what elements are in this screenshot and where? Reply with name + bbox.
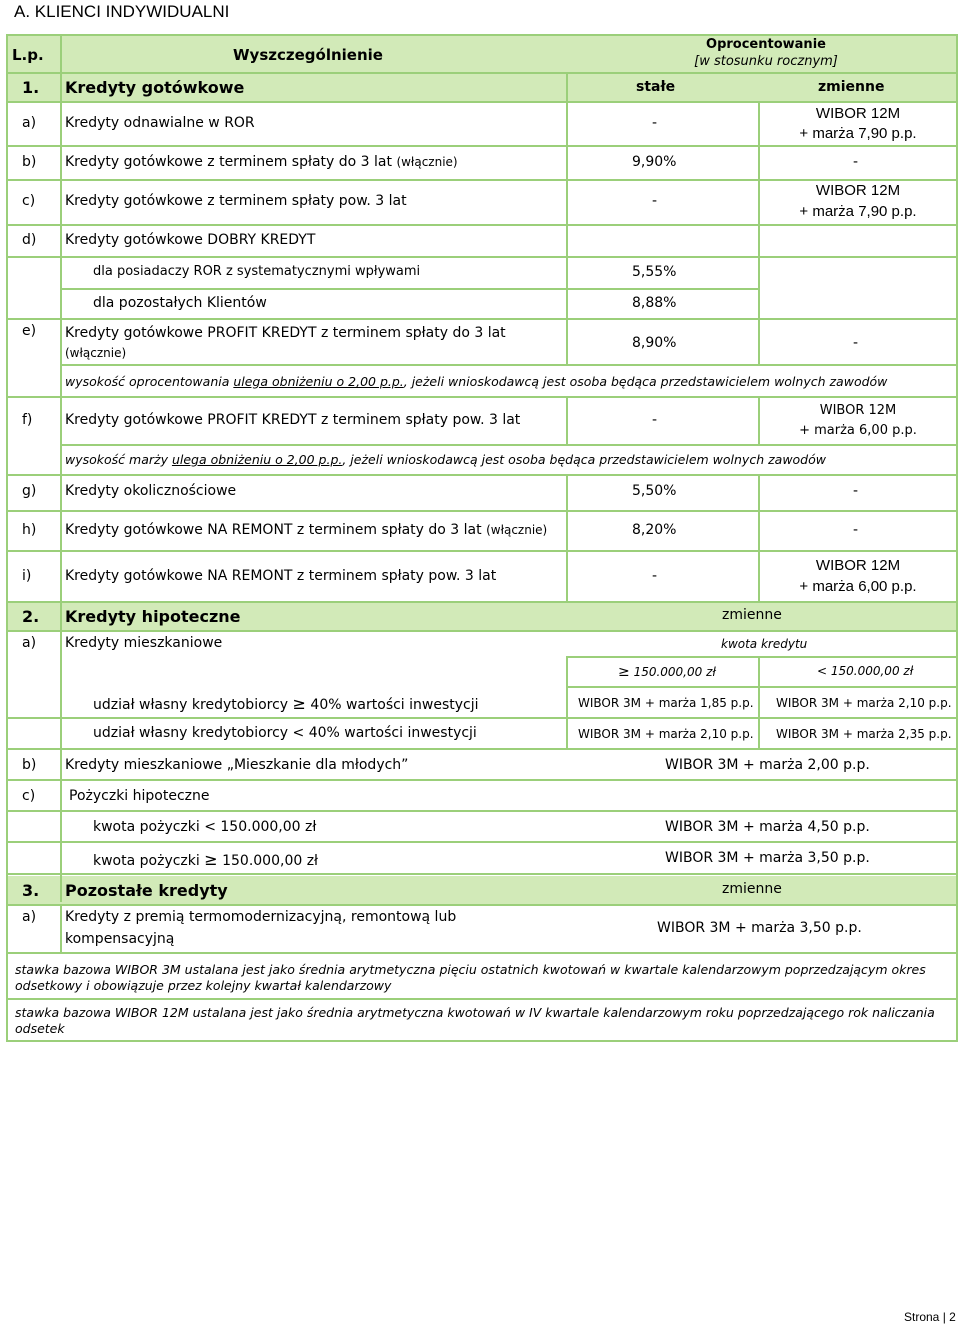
section-2-variable: zmienne: [722, 607, 782, 623]
s2-a-label: a): [22, 635, 37, 651]
s2-a-row-2-v2: WIBOR 3M + marża 2,35 p.p.: [776, 727, 952, 741]
row-b-fixed: 9,90%: [632, 154, 677, 170]
note-wibor-3m: stawka bazowa WIBOR 3M ustalana jest jako średnia arytmetyczna pięciu ostatnich kwotowań w kwartale kalendarzowym poprzedzającym okres odsetkowy i obowiązuje przez kolejny kwartał kalendarzowy: [15, 962, 926, 993]
row-i-var-2: + marża 6,00 p.p.: [799, 578, 917, 595]
row-e-remark: wysokość oprocentowania ulega obniżeniu o 2,00 p.p., jeżeli wnioskodawcą jest osoba będąca przedstawicielem wolnych zawodów: [65, 374, 888, 389]
row-e-note: (włącznie): [65, 346, 127, 360]
s2-b-label: b): [22, 757, 37, 773]
s2-c-row-1-var: WIBOR 3M + marża 4,50 p.p.: [665, 819, 870, 835]
col-variable: zmienne: [818, 79, 885, 95]
row-i-desc: Kredyty gotówkowe NA REMONT z terminem spłaty pow. 3 lat: [65, 568, 497, 584]
row-b-desc: Kredyty gotówkowe z terminem spłaty do 3 lat (włącznie): [65, 154, 458, 170]
s2-a-desc: Kredyty mieszkaniowe: [65, 635, 223, 651]
s3-a-label: a): [22, 909, 37, 925]
row-e-var: -: [853, 335, 859, 351]
row-g-fixed: 5,50%: [632, 483, 677, 499]
row-h-label: h): [22, 522, 37, 538]
page-footer: Strona | 2: [904, 1310, 956, 1324]
row-f-remark: wysokość marży ulega obniżeniu o 2,00 p.p., jeżeli wnioskodawcą jest osoba będąca przedstawicielem wolnych zawodów: [65, 452, 826, 467]
row-i-var-1: WIBOR 12M: [815, 557, 901, 574]
s2-amount-header: kwota kredytu: [721, 637, 808, 651]
header-lp: L.p.: [12, 46, 44, 64]
row-d-label: d): [22, 232, 37, 248]
s2-a-row-1-v2: WIBOR 3M + marża 2,10 p.p.: [776, 696, 952, 710]
s2-b-desc: Kredyty mieszkaniowe „Mieszkanie dla młodych”: [65, 757, 409, 773]
row-f-desc: Kredyty gotówkowe PROFIT KREDYT z terminem spłaty pow. 3 lat: [65, 412, 521, 428]
row-d-sub-1: dla posiadaczy ROR z systematycznymi wpływami: [93, 264, 421, 279]
row-f-label: f): [22, 412, 33, 428]
row-g-desc: Kredyty okolicznościowe: [65, 483, 237, 499]
row-i-label: i): [22, 568, 32, 584]
section-2-title: Kredyty hipoteczne: [65, 607, 241, 626]
s2-col-2: < 150.000,00 zł: [817, 664, 914, 678]
row-f-var-2: + marża 6,00 p.p.: [799, 423, 917, 438]
row-f-fixed: -: [652, 412, 658, 428]
header-description: Wyszczególnienie: [233, 46, 383, 64]
row-a-desc: Kredyty odnawialne w ROR: [65, 115, 255, 131]
s2-a-row-2-v1: WIBOR 3M + marża 2,10 p.p.: [578, 727, 754, 741]
section-1-number: 1.: [22, 78, 40, 97]
s2-a-row-1: udział własny kredytobiorcy ≥ 40% wartości inwestycji: [93, 694, 479, 713]
s3-a-var: WIBOR 3M + marża 3,50 p.p.: [657, 920, 862, 936]
row-e-desc: Kredyty gotówkowe PROFIT KREDYT z terminem spłaty do 3 lat: [65, 325, 506, 341]
section-3-variable: zmienne: [722, 881, 782, 897]
s2-c-row-1: kwota pożyczki < 150.000,00 zł: [93, 819, 317, 835]
row-d-sub-1-value: 5,55%: [632, 264, 677, 280]
s2-a-row-1-v1: WIBOR 3M + marża 1,85 p.p.: [578, 696, 754, 710]
row-a-fixed: -: [652, 115, 658, 131]
s2-c-row-2: kwota pożyczki ≥ 150.000,00 zł: [93, 850, 319, 869]
row-b-var: -: [853, 154, 859, 170]
s2-c-label: c): [22, 788, 36, 804]
row-c-var-1: WIBOR 12M: [815, 182, 901, 199]
row-h-var: -: [853, 522, 859, 538]
s2-col-1: ≥ 150.000,00 zł: [618, 664, 716, 680]
row-c-fixed: -: [652, 193, 658, 209]
row-e-label: e): [22, 323, 37, 339]
note-wibor-12m: stawka bazowa WIBOR 12M ustalana jest jako średnia arytmetyczna kwotowań w IV kwartale kalendarzowym roku poprzedzającego rok naliczania odsetek: [15, 1005, 935, 1036]
s2-a-row-2: udział własny kredytobiorcy < 40% wartości inwestycji: [93, 725, 477, 741]
row-g-var: -: [853, 483, 859, 499]
section-3-title: Pozostałe kredyty: [65, 881, 228, 900]
row-a-var-2: + marża 7,90 p.p.: [799, 125, 917, 142]
row-d-sub-2-value: 8,88%: [632, 295, 677, 311]
s3-a-desc-1: Kredyty z premią termomodernizacyjną, remontową lub: [65, 909, 457, 925]
section-3-number: 3.: [22, 881, 40, 900]
s2-c-row-2-var: WIBOR 3M + marża 3,50 p.p.: [665, 850, 870, 866]
row-g-label: g): [22, 483, 37, 499]
row-f-var-1: WIBOR 12M: [819, 403, 897, 418]
row-h-fixed: 8,20%: [632, 522, 677, 538]
header-rate-note: [w stosunku rocznym]: [694, 54, 838, 69]
row-c-var-2: + marża 7,90 p.p.: [799, 203, 917, 220]
row-c-desc: Kredyty gotówkowe z terminem spłaty pow. 3 lat: [65, 193, 407, 209]
row-c-label: c): [22, 193, 36, 209]
col-fixed: stałe: [636, 79, 676, 95]
section-1-title: Kredyty gotówkowe: [65, 78, 245, 97]
row-b-label: b): [22, 154, 37, 170]
s2-b-var: WIBOR 3M + marża 2,00 p.p.: [665, 757, 870, 773]
row-h-desc: Kredyty gotówkowe NA REMONT z terminem spłaty do 3 lat (włącznie): [65, 522, 548, 538]
row-d-sub-2: dla pozostałych Klientów: [93, 295, 267, 311]
header-rate: Oprocentowanie: [706, 37, 826, 52]
row-a-var-1: WIBOR 12M: [815, 105, 901, 122]
s2-c-desc: Pożyczki hipoteczne: [69, 788, 210, 804]
row-i-fixed: -: [652, 568, 658, 584]
row-e-fixed: 8,90%: [632, 335, 677, 351]
page-title: A. KLIENCI INDYWIDUALNI: [14, 2, 230, 21]
row-d-desc: Kredyty gotówkowe DOBRY KREDYT: [65, 232, 316, 248]
section-2-number: 2.: [22, 607, 40, 626]
s3-a-desc-2: kompensacyjną: [65, 931, 175, 947]
row-a-label: a): [22, 115, 37, 131]
